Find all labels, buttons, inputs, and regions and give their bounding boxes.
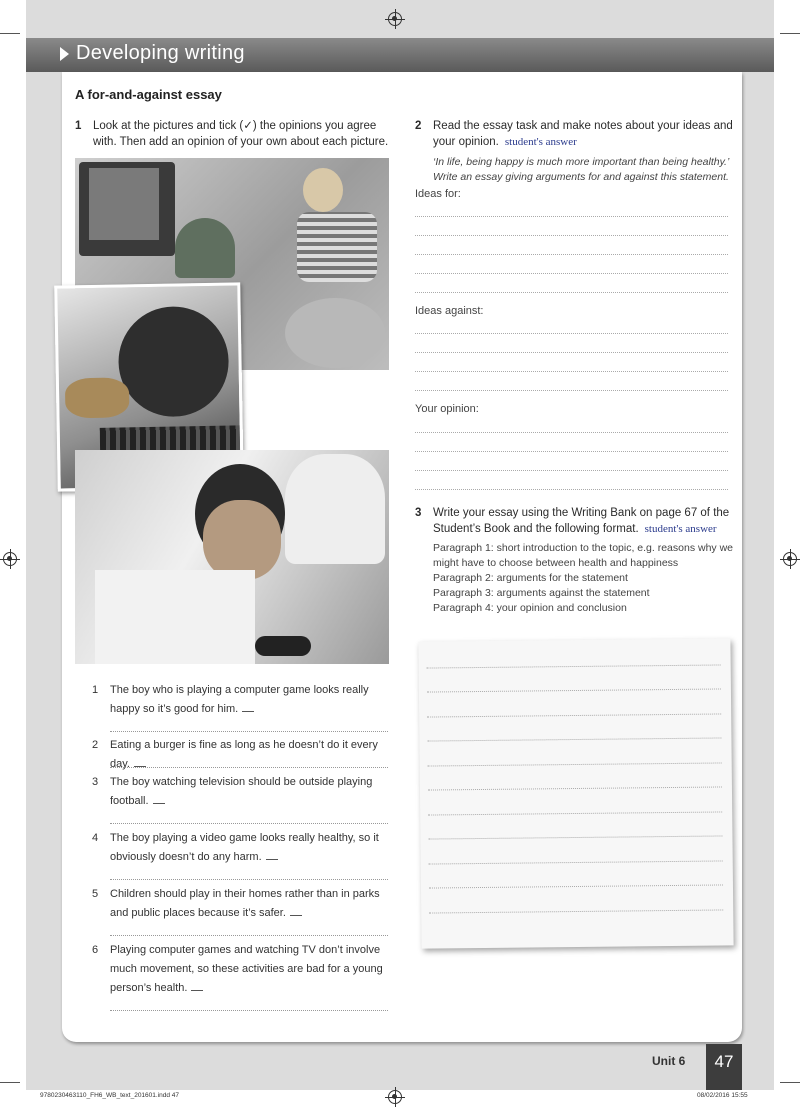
- opinion-text: The boy who is playing a computer game looks really happy so it’s good for him.: [110, 684, 369, 715]
- opinion-line[interactable]: [415, 489, 728, 490]
- question-number: 2: [415, 120, 422, 132]
- ideas-for-line[interactable]: [415, 273, 728, 274]
- handwritten-note: student's answer: [504, 136, 577, 148]
- writing-line[interactable]: [429, 909, 723, 913]
- crop-mark: [0, 1082, 20, 1083]
- ideas-for-line[interactable]: [415, 216, 728, 217]
- pouf-shape: [285, 298, 385, 368]
- answer-line[interactable]: [110, 1010, 388, 1011]
- registration-mark-icon: [783, 552, 797, 566]
- page-number: 47: [706, 1044, 742, 1090]
- registration-mark-icon: [388, 1090, 402, 1104]
- section-title: A for-and-against essay: [75, 87, 222, 102]
- man-head-shape: [118, 306, 230, 418]
- crop-mark: [780, 1082, 800, 1083]
- print-file-info: 9780230463110_FH6_WB_text_201601.indd 47: [40, 1092, 180, 1099]
- striped-shirt-shape: [297, 212, 377, 282]
- format-paragraph-3: Paragraph 3: arguments against the statement: [433, 587, 650, 599]
- question-text: Look at the pictures and tick (✓) the opinions you agree with. Then add an opinion of your own about each picture.: [93, 120, 389, 148]
- format-paragraph-4: Paragraph 4: your opinion and conclusion: [433, 602, 627, 614]
- writing-line[interactable]: [428, 835, 722, 839]
- opinion-line[interactable]: [415, 432, 728, 433]
- tick-blank[interactable]: [191, 990, 203, 991]
- writing-line[interactable]: [428, 786, 722, 790]
- opinion-item: [92, 829, 388, 867]
- opinion-number: 1: [92, 684, 99, 696]
- answer-line[interactable]: [110, 731, 388, 732]
- ideas-for-line[interactable]: [415, 254, 728, 255]
- opinion-text: Playing computer games and watching TV don’t involve much movement, so these activities are bad for a young person’s health.: [110, 944, 383, 994]
- answer-line[interactable]: [110, 823, 388, 824]
- question-number: 3: [415, 507, 422, 519]
- photo-boy-playing-video-game: [75, 450, 389, 664]
- grandfather-headdress-shape: [285, 454, 385, 564]
- ideas-against-line[interactable]: [415, 371, 728, 372]
- game-controller-shape: [255, 636, 311, 656]
- answer-line[interactable]: [110, 767, 388, 768]
- header-title: Developing writing: [76, 42, 245, 64]
- unit-label: Unit 6: [652, 1054, 686, 1068]
- opinion-item: [92, 885, 388, 923]
- writing-line[interactable]: [427, 664, 721, 668]
- ideas-against-line[interactable]: [415, 352, 728, 353]
- opinion-number: 3: [92, 776, 99, 788]
- opinion-text: The boy playing a video game looks really healthy, so it obviously doesn’t do any harm.: [110, 832, 379, 863]
- plant-shape: [175, 218, 235, 278]
- opinion-number: 2: [92, 739, 99, 751]
- burger-shape: [65, 377, 130, 418]
- writing-line[interactable]: [427, 713, 721, 717]
- question-1: [75, 118, 395, 150]
- crop-mark: [0, 33, 20, 34]
- question-2: [415, 118, 733, 150]
- your-opinion-label: Your opinion:: [415, 403, 479, 415]
- opinion-item: [92, 736, 388, 774]
- essay-task-quote: ‘In life, being happy is much more important than being healthy.’ Write an essay giving arguments for and against this statement.: [433, 156, 729, 183]
- format-paragraph-1: Paragraph 1: short introduction to the topic, e.g. reasons why we might have to choose between health and happiness: [433, 542, 734, 569]
- essay-writing-paper[interactable]: [418, 638, 733, 948]
- opinion-item: [92, 681, 388, 719]
- answer-line[interactable]: [110, 879, 388, 880]
- boy-face-shape: [203, 500, 281, 580]
- writing-line[interactable]: [427, 737, 721, 741]
- tick-blank[interactable]: [153, 803, 165, 804]
- ideas-against-line[interactable]: [415, 390, 728, 391]
- ideas-against-label: Ideas against:: [415, 305, 484, 317]
- opinion-text: The boy watching television should be outside playing football.: [110, 776, 373, 807]
- format-paragraph-2: Paragraph 2: arguments for the statement: [433, 572, 628, 584]
- writing-line[interactable]: [429, 884, 723, 888]
- crop-mark: [780, 33, 800, 34]
- opinion-line[interactable]: [415, 470, 728, 471]
- ideas-for-label: Ideas for:: [415, 188, 461, 200]
- tick-blank[interactable]: [290, 915, 302, 916]
- opinion-item: [92, 773, 388, 811]
- white-robe-shape: [95, 570, 255, 664]
- answer-line[interactable]: [110, 935, 388, 936]
- writing-line[interactable]: [428, 811, 722, 815]
- section-header: [26, 38, 774, 72]
- ideas-against-line[interactable]: [415, 333, 728, 334]
- opinion-number: 5: [92, 888, 99, 900]
- question-text: Write your essay using the Writing Bank on page 67 of the Student’s Book and the following format.: [433, 507, 730, 535]
- opinion-line[interactable]: [415, 451, 728, 452]
- writing-line[interactable]: [429, 860, 723, 864]
- boy-head-shape: [303, 168, 343, 212]
- opinion-number: 4: [92, 832, 99, 844]
- tick-blank[interactable]: [266, 859, 278, 860]
- print-date: 08/02/2016 15:55: [697, 1092, 748, 1099]
- question-number: 1: [75, 120, 82, 132]
- essay-format: [433, 541, 733, 616]
- ideas-for-line[interactable]: [415, 292, 728, 293]
- question-text: Read the essay task and make notes about your ideas and your opinion.: [433, 120, 733, 148]
- registration-mark-icon: [388, 12, 402, 26]
- writing-line[interactable]: [428, 762, 722, 766]
- question-3: [415, 505, 733, 537]
- opinion-text: Eating a burger is fine as long as he doesn’t do it every day.: [110, 739, 378, 770]
- opinion-text: Children should play in their homes rather than in parks and public places because it’s safer.: [110, 888, 380, 919]
- play-arrow-icon: [60, 47, 69, 61]
- ideas-for-line[interactable]: [415, 235, 728, 236]
- writing-line[interactable]: [427, 688, 721, 692]
- registration-mark-icon: [3, 552, 17, 566]
- tick-blank[interactable]: [242, 711, 254, 712]
- opinion-item: [92, 941, 388, 998]
- opinion-number: 6: [92, 944, 99, 956]
- tv-screen-shape: [89, 168, 159, 240]
- handwritten-note: student's answer: [644, 523, 717, 535]
